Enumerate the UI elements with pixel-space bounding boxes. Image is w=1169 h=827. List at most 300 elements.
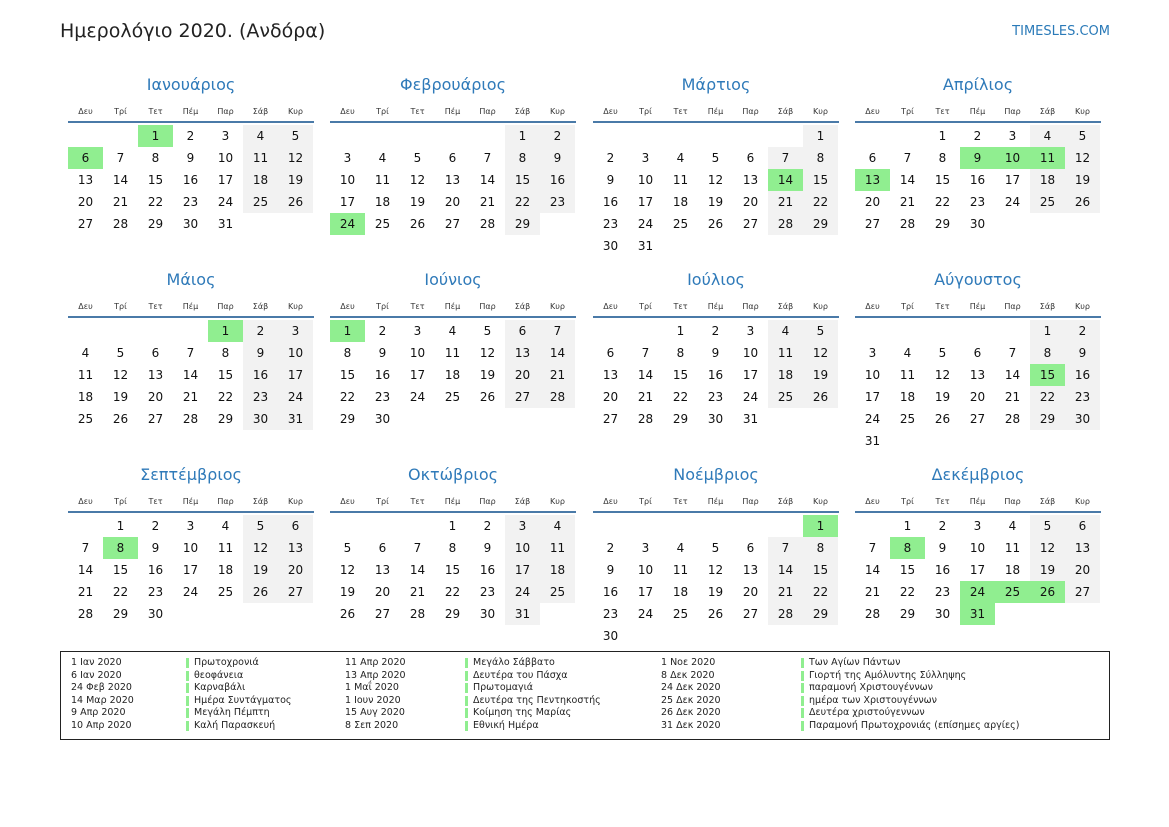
day-cell: 3 (413, 324, 422, 338)
holiday-date: 25 Δεκ 2020 (661, 694, 721, 706)
month-name: Ιανουάριος (146, 75, 236, 94)
holiday-name: Ημέρα Συντάγματος (186, 695, 291, 708)
holiday-name: Πρωτομαγιά (465, 682, 601, 695)
day-cell: 7 (641, 346, 650, 360)
day-cell: 20 (1065, 559, 1100, 581)
day-cell: 26 (278, 191, 313, 213)
holiday-date: 1 Ιουν 2020 (345, 694, 401, 706)
day-cell: 16 (374, 368, 391, 382)
day-cell: 6 (746, 151, 755, 165)
weekday-label: Δευ (78, 302, 93, 311)
day-cell: 18 (217, 563, 234, 577)
empty-cell (768, 125, 803, 147)
holiday-date: 10 Απρ 2020 (71, 719, 132, 731)
day-cell: 26 (479, 390, 496, 404)
day-cell: 9 (378, 346, 387, 360)
day-cell: 9 (606, 563, 615, 577)
day-cell: 2 (938, 519, 947, 533)
day-cell: 5 (803, 320, 838, 342)
holiday-day-cell: 24 (330, 213, 365, 235)
day-grid (855, 125, 1101, 235)
weekday-label: Τρί (901, 107, 914, 116)
day-cell: 22 (934, 195, 951, 209)
holiday-date: 1 Ιαν 2020 (71, 657, 122, 668)
day-cell: 13 (602, 368, 619, 382)
day-cell: 15 (803, 559, 838, 581)
day-cell: 7 (540, 320, 575, 342)
day-cell: 22 (444, 585, 461, 599)
day-cell: 22 (899, 585, 916, 599)
holiday-day-cell: 11 (1030, 147, 1065, 169)
day-cell: 29 (505, 213, 540, 235)
day-cell: 8 (803, 147, 838, 169)
day-cell: 21 (899, 195, 916, 209)
weekday-label: Τετ (410, 497, 425, 506)
day-cell: 8 (151, 151, 160, 165)
day-cell: 10 (637, 563, 654, 577)
day-cell: 21 (479, 195, 496, 209)
weekday-label: Δευ (603, 302, 618, 311)
weekday-label: Παρ (217, 302, 234, 311)
holiday-date: 6 Ιαν 2020 (71, 669, 122, 681)
day-cell: 5 (343, 541, 352, 555)
day-cell: 15 (339, 368, 356, 382)
day-cell: 16 (243, 364, 278, 386)
weekday-label: Παρ (742, 107, 759, 116)
holiday-name: Παραμονή Πρωτοχρονιάς (επίσημες αργίες) (801, 720, 1019, 733)
day-cell: 21 (182, 390, 199, 404)
day-cell: 15 (112, 563, 129, 577)
day-cell: 26 (243, 581, 278, 603)
day-cell: 29 (803, 603, 838, 625)
day-cell: 4 (378, 151, 387, 165)
month-calendar (68, 269, 314, 430)
day-cell: 25 (899, 412, 916, 426)
day-cell: 27 (1065, 581, 1100, 603)
day-cell: 3 (746, 324, 755, 338)
day-cell: 23 (182, 195, 199, 209)
weekday-label: Τρί (114, 497, 127, 506)
day-cell: 27 (147, 412, 164, 426)
weekday-label: Τρί (901, 497, 914, 506)
weekday-label: Πέμ (707, 497, 724, 506)
day-cell: 14 (899, 173, 916, 187)
day-cell: 31 (505, 603, 540, 625)
day-cell: 7 (186, 346, 195, 360)
day-cell: 25 (672, 217, 689, 231)
day-cell: 16 (540, 169, 575, 191)
day-grid (68, 125, 314, 235)
day-cell: 1 (803, 125, 838, 147)
day-cell: 7 (116, 151, 125, 165)
day-cell: 19 (479, 368, 496, 382)
holiday-day-cell: 26 (1030, 581, 1065, 603)
empty-cell (768, 515, 803, 537)
day-cell: 16 (602, 585, 619, 599)
legend-dates-column (71, 657, 134, 733)
day-cell: 28 (112, 217, 129, 231)
day-cell: 1 (448, 519, 457, 533)
day-cell: 3 (278, 320, 313, 342)
day-cell: 28 (768, 213, 803, 235)
day-cell: 24 (182, 585, 199, 599)
day-cell: 4 (540, 515, 575, 537)
day-cell: 6 (1065, 515, 1100, 537)
empty-cell (330, 125, 365, 147)
weekday-label: Σάβ (252, 107, 269, 116)
holiday-name: Δευτέρα της Πεντηκοστής (465, 695, 601, 708)
empty-cell (960, 320, 995, 342)
day-cell: 15 (803, 169, 838, 191)
day-cell: 4 (1008, 519, 1017, 533)
weekday-label: Δευ (340, 107, 355, 116)
holiday-legend (60, 651, 1110, 740)
empty-cell (138, 320, 173, 342)
day-cell: 30 (147, 607, 164, 621)
day-cell: 11 (444, 346, 461, 360)
weekday-label: Τρί (639, 107, 652, 116)
day-cell: 11 (374, 173, 391, 187)
day-cell: 25 (77, 412, 94, 426)
day-cell: 2 (186, 129, 195, 143)
day-cell: 4 (243, 125, 278, 147)
day-cell: 19 (934, 390, 951, 404)
day-cell: 17 (182, 563, 199, 577)
day-cell: 19 (1065, 169, 1100, 191)
day-cell: 2 (243, 320, 278, 342)
weekday-label: Σάβ (514, 497, 531, 506)
day-cell: 17 (637, 585, 654, 599)
weekday-header (330, 298, 576, 318)
weekday-header (855, 298, 1101, 318)
day-cell: 23 (479, 585, 496, 599)
weekday-label: Κυρ (550, 497, 565, 506)
weekday-label: Τρί (114, 107, 127, 116)
day-cell: 10 (969, 541, 986, 555)
weekday-label: Πέμ (707, 107, 724, 116)
day-cell: 4 (221, 519, 230, 533)
day-cell: 16 (707, 368, 724, 382)
weekday-label: Τετ (673, 497, 688, 506)
day-cell: 14 (540, 342, 575, 364)
day-cell: 3 (973, 519, 982, 533)
weekday-label: Δευ (865, 107, 880, 116)
day-cell: 9 (540, 147, 575, 169)
day-cell: 5 (243, 515, 278, 537)
day-cell: 12 (803, 342, 838, 364)
empty-cell (628, 125, 663, 147)
holiday-day-cell: 15 (1030, 364, 1065, 386)
weekday-label: Τρί (376, 497, 389, 506)
day-cell: 18 (672, 585, 689, 599)
empty-cell (593, 125, 628, 147)
weekday-header (855, 493, 1101, 513)
day-cell: 21 (637, 390, 654, 404)
day-cell: 6 (973, 346, 982, 360)
holiday-day-cell: 10 (995, 147, 1030, 169)
day-cell: 18 (444, 368, 461, 382)
day-cell: 23 (243, 386, 278, 408)
weekday-header (593, 103, 839, 123)
day-cell: 10 (409, 346, 426, 360)
day-cell: 20 (505, 364, 540, 386)
day-cell: 22 (1030, 386, 1065, 408)
day-cell: 6 (746, 541, 755, 555)
weekday-label: Τετ (673, 107, 688, 116)
weekday-label: Σάβ (777, 107, 794, 116)
weekday-label: Τετ (148, 302, 163, 311)
day-cell: 30 (602, 239, 619, 253)
day-cell: 25 (374, 217, 391, 231)
empty-cell (855, 320, 890, 342)
day-cell: 27 (969, 412, 986, 426)
weekday-label: Τετ (935, 497, 950, 506)
day-cell: 13 (969, 368, 986, 382)
day-cell: 3 (1008, 129, 1017, 143)
day-cell: 16 (934, 563, 951, 577)
weekday-header (68, 103, 314, 123)
day-cell: 23 (1065, 386, 1100, 408)
day-grid (68, 320, 314, 430)
day-cell: 29 (217, 412, 234, 426)
day-cell: 9 (151, 541, 160, 555)
day-cell: 17 (339, 195, 356, 209)
day-cell: 3 (186, 519, 195, 533)
day-cell: 4 (676, 151, 685, 165)
day-cell: 5 (1065, 125, 1100, 147)
day-cell: 17 (278, 364, 313, 386)
day-cell: 4 (903, 346, 912, 360)
day-cell: 6 (448, 151, 457, 165)
day-cell: 8 (221, 346, 230, 360)
day-cell: 28 (182, 412, 199, 426)
weekday-label: Παρ (742, 497, 759, 506)
day-cell: 22 (672, 390, 689, 404)
day-cell: 16 (147, 563, 164, 577)
month-calendar (855, 269, 1101, 452)
holiday-day-cell: 13 (855, 169, 890, 191)
day-cell: 20 (278, 559, 313, 581)
day-cell: 17 (1004, 173, 1021, 187)
weekday-label: Παρ (217, 497, 234, 506)
day-cell: 13 (374, 563, 391, 577)
day-cell: 12 (112, 368, 129, 382)
site-link[interactable]: TIMESLES.COM (1012, 24, 1110, 39)
day-cell: 1 (116, 519, 125, 533)
day-cell: 5 (116, 346, 125, 360)
weekday-label: Παρ (742, 302, 759, 311)
day-cell: 5 (483, 324, 492, 338)
weekday-label: Παρ (217, 107, 234, 116)
weekday-label: Σάβ (777, 302, 794, 311)
day-cell: 1 (938, 129, 947, 143)
holiday-day-cell: 1 (330, 320, 365, 342)
day-cell: 20 (969, 390, 986, 404)
holiday-date: 15 Αυγ 2020 (345, 707, 405, 719)
day-cell: 23 (540, 191, 575, 213)
day-cell: 14 (112, 173, 129, 187)
holiday-date: 13 Απρ 2020 (345, 669, 406, 681)
day-grid (593, 320, 839, 430)
day-cell: 5 (938, 346, 947, 360)
weekday-header (330, 103, 576, 123)
day-grid (330, 125, 576, 235)
day-cell: 12 (934, 368, 951, 382)
empty-cell (663, 515, 698, 537)
weekday-label: Παρ (479, 107, 496, 116)
day-cell: 3 (868, 346, 877, 360)
day-cell: 10 (182, 541, 199, 555)
day-cell: 30 (182, 217, 199, 231)
weekday-label: Τετ (935, 302, 950, 311)
day-cell: 25 (672, 607, 689, 621)
day-cell: 21 (112, 195, 129, 209)
holiday-date: 14 Μαρ 2020 (71, 694, 134, 706)
day-cell: 19 (707, 585, 724, 599)
day-cell: 30 (934, 607, 951, 621)
day-cell: 19 (278, 169, 313, 191)
weekday-header (68, 298, 314, 318)
day-cell: 9 (243, 342, 278, 364)
holiday-name: Κοίμηση της Μαρίας (465, 707, 601, 720)
holiday-name: Των Αγίων Πάντων (801, 657, 1019, 670)
holiday-day-cell: 1 (208, 320, 243, 342)
weekday-label: Σάβ (252, 302, 269, 311)
day-cell: 24 (1004, 195, 1021, 209)
month-calendar (330, 74, 576, 235)
holiday-name: Εθνική Ημέρα (465, 720, 601, 733)
weekday-label: Τρί (901, 302, 914, 311)
weekday-label: Δευ (603, 107, 618, 116)
day-cell: 8 (676, 346, 685, 360)
day-cell: 1 (903, 519, 912, 533)
day-cell: 2 (973, 129, 982, 143)
day-cell: 24 (409, 390, 426, 404)
weekday-label: Δευ (865, 497, 880, 506)
day-cell: 31 (278, 408, 313, 430)
weekday-label: Πέμ (182, 497, 199, 506)
holiday-day-cell: 1 (803, 515, 838, 537)
day-cell: 1 (1030, 320, 1065, 342)
month-calendar (330, 269, 576, 430)
weekday-label: Δευ (603, 497, 618, 506)
day-cell: 31 (742, 412, 759, 426)
legend-names-column (801, 657, 1019, 733)
legend-dates-column (345, 657, 406, 733)
day-cell: 22 (147, 195, 164, 209)
weekday-label: Τετ (673, 302, 688, 311)
day-cell: 12 (1065, 147, 1100, 169)
day-cell: 14 (409, 563, 426, 577)
day-cell: 26 (339, 607, 356, 621)
day-cell: 9 (186, 151, 195, 165)
day-cell: 19 (339, 585, 356, 599)
month-name: Αύγουστος (934, 270, 1022, 289)
day-cell: 26 (1065, 191, 1100, 213)
day-cell: 31 (864, 434, 881, 448)
holiday-name: Μεγάλο Σάββατο (465, 657, 601, 670)
day-cell: 13 (1065, 537, 1100, 559)
month-name: Σεπτέμβριος (140, 465, 242, 484)
holiday-day-cell: 6 (68, 147, 103, 169)
day-cell: 21 (864, 585, 881, 599)
weekday-label: Δευ (340, 497, 355, 506)
weekday-label: Τρί (376, 107, 389, 116)
day-cell: 16 (969, 173, 986, 187)
weekday-label: Παρ (1004, 497, 1021, 506)
day-cell: 11 (243, 147, 278, 169)
month-calendar (855, 464, 1101, 625)
day-cell: 28 (637, 412, 654, 426)
holiday-day-cell: 8 (103, 537, 138, 559)
day-cell: 24 (637, 217, 654, 231)
day-cell: 11 (899, 368, 916, 382)
empty-cell (68, 125, 103, 147)
weekday-label: Πέμ (969, 497, 986, 506)
day-cell: 17 (505, 559, 540, 581)
empty-cell (68, 320, 103, 342)
day-grid (68, 515, 314, 625)
day-cell: 20 (864, 195, 881, 209)
holiday-name: παραμονή Χριστουγέννων (801, 682, 1019, 695)
holiday-name: Γιορτή της Αμόλυντης Σύλληψης (801, 670, 1019, 683)
weekday-label: Κυρ (288, 302, 303, 311)
day-cell: 13 (77, 173, 94, 187)
empty-cell (698, 515, 733, 537)
month-calendar (68, 74, 314, 235)
day-cell: 23 (374, 390, 391, 404)
day-cell: 18 (768, 364, 803, 386)
weekday-label: Πέμ (444, 302, 461, 311)
day-cell: 6 (868, 151, 877, 165)
holiday-day-cell: 25 (995, 581, 1030, 603)
empty-cell (890, 320, 925, 342)
empty-cell (890, 125, 925, 147)
day-cell: 24 (278, 386, 313, 408)
weekday-label: Σάβ (1039, 497, 1056, 506)
day-cell: 4 (448, 324, 457, 338)
weekday-label: Τετ (148, 107, 163, 116)
day-cell: 7 (1008, 346, 1017, 360)
weekday-label: Δευ (78, 107, 93, 116)
day-cell: 29 (147, 217, 164, 231)
day-cell: 25 (243, 191, 278, 213)
day-cell: 12 (479, 346, 496, 360)
day-cell: 31 (637, 239, 654, 253)
month-calendar (593, 464, 839, 647)
holiday-name: Πρωτοχρονιά (186, 657, 291, 670)
weekday-label: Πέμ (969, 107, 986, 116)
weekday-label: Κυρ (288, 107, 303, 116)
holiday-name: θεοφάνεια (186, 670, 291, 683)
day-cell: 28 (77, 607, 94, 621)
day-cell: 2 (606, 151, 615, 165)
day-cell: 20 (742, 195, 759, 209)
page-title: Ημερολόγιο 2020. (Ανδόρα) (60, 20, 326, 42)
day-cell: 23 (707, 390, 724, 404)
weekday-label: Τετ (935, 107, 950, 116)
day-cell: 27 (505, 386, 540, 408)
day-cell: 27 (77, 217, 94, 231)
day-cell: 12 (707, 563, 724, 577)
legend-names-column (186, 657, 291, 733)
weekday-label: Τρί (639, 302, 652, 311)
empty-cell (733, 125, 768, 147)
day-cell: 21 (77, 585, 94, 599)
day-grid (593, 515, 839, 647)
empty-cell (68, 515, 103, 537)
weekday-label: Πέμ (969, 302, 986, 311)
